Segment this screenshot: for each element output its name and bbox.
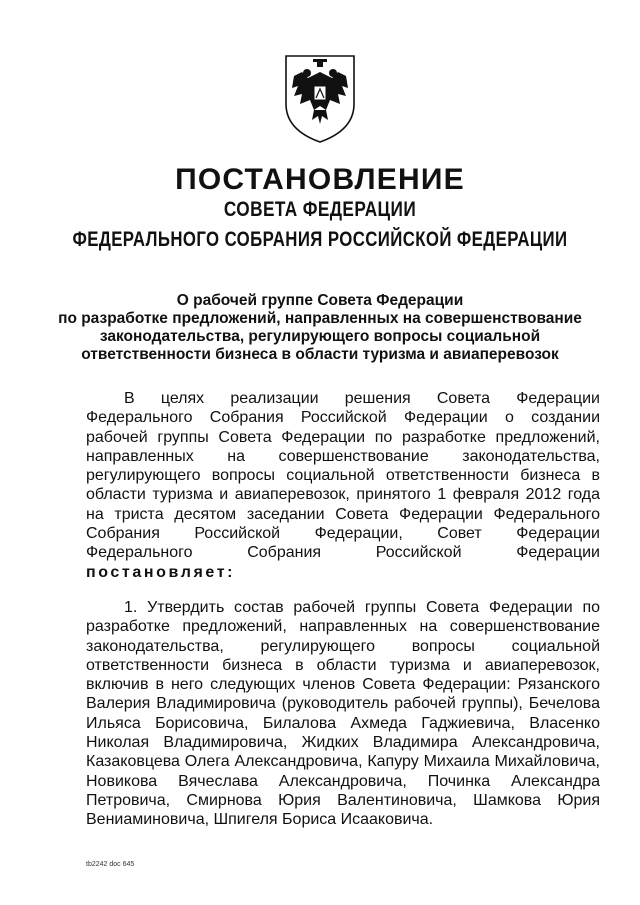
resolves-word: постановляет: [86, 563, 236, 581]
paragraph-line: Новикова Вячеслава Александровича, Починка Александра [86, 772, 600, 790]
paragraph-line: включив в него следующих членов Совета Федерации: Рязанского [86, 676, 600, 694]
paragraph-line: 1. Утвердить состав рабочей группы Совета Федерации по [124, 599, 600, 616]
subject-line: ответственности бизнеса в области туризма и авиаперевозок [81, 346, 559, 363]
file-reference: tb2242 doc 645 [86, 861, 135, 868]
paragraph-line: Петровича, Смирнова Юрия Валентиновича, Шамкова Юрия [86, 791, 600, 809]
paragraph-line: на триста десятом заседании Совета Федерации Федерального [86, 505, 600, 523]
paragraph-line: направленных на совершенствование законодательства, [86, 447, 600, 465]
paragraph-line: законодательства, регулирующего вопросы социальной [86, 637, 600, 655]
resolution-subject [30, 292, 610, 364]
paragraph-line: Федерального Собрания Российской Федерации о создании [86, 409, 600, 427]
preamble-paragraph [86, 389, 600, 582]
paragraph-line: Ильяса Борисовича, Билалова Ахмеда Гаджиевича, Власенко [86, 714, 600, 732]
paragraph-line: Вениаминовича, Шпигеля Бориса Исааковича. [86, 811, 434, 829]
clause-1-paragraph [86, 598, 600, 830]
coat-of-arms-icon [280, 52, 360, 144]
issuer-line-1: СОВЕТА ФЕДЕРАЦИИ [223, 198, 417, 221]
subject-line: законодательства, регулирующего вопросы социальной [99, 328, 541, 345]
document-type-title: ПОСТАНОВЛЕНИЕ [175, 163, 465, 196]
paragraph-line: регулирующего вопросы социальной ответственности бизнеса в [86, 467, 600, 485]
paragraph-line: разработке предложений, направленных на совершенствование [86, 618, 600, 636]
paragraph-line: Федерального Собрания Российской Федерации [86, 544, 600, 562]
paragraph-line: Николая Владимировича, Жидких Владимира Александровича, [86, 734, 600, 752]
paragraph-line: области туризма и авиаперевозок, принятого 1 февраля 2012 года [86, 486, 600, 504]
issuer-line-2: ФЕДЕРАЛЬНОГО СОБРАНИЯ РОССИЙСКОЙ ФЕДЕРАЦИИ [72, 228, 568, 251]
paragraph-line: Казаковцева Олега Александровича, Капуру Михаила Михайловича, [86, 753, 600, 771]
paragraph-line: Валерия Владимировича (руководитель рабочей группы), Бечелова [86, 695, 600, 713]
paragraph-line: рабочей группы Совета Федерации по разработке предложений, [86, 428, 600, 446]
paragraph-line: Собрания Российской Федерации, Совет Федерации [86, 525, 600, 543]
paragraph-line: В целях реализации решения Совета Федерации [124, 390, 600, 407]
subject-line: по разработке предложений, направленных на совершенствование [58, 310, 582, 327]
subject-line: О рабочей группе Совета Федерации [176, 292, 464, 309]
paragraph-line: ответственности бизнеса в области туризма и авиаперевозок, [86, 656, 600, 674]
